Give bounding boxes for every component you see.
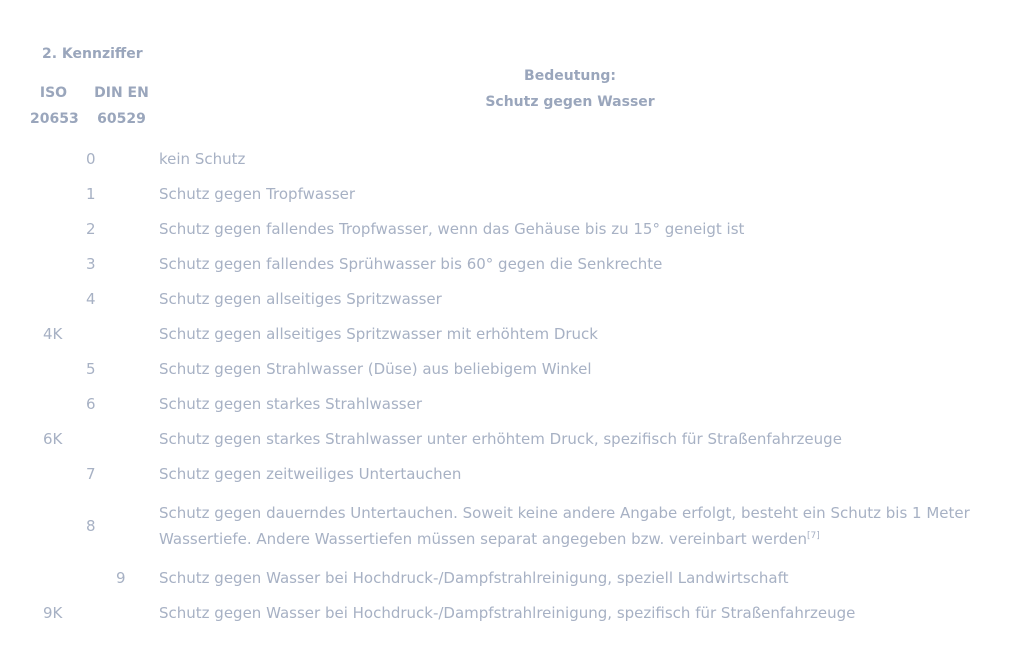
din-code-1: 1 xyxy=(86,185,96,203)
din-code-5: 5 xyxy=(86,360,96,378)
row-description-4: Schutz gegen allseitiges Spritzwasser xyxy=(159,290,442,308)
row-description-2: Schutz gegen fallendes Tropfwasser, wenn das Gehäuse bis zu 15° geneigt ist xyxy=(159,220,745,238)
din-code-2: 2 xyxy=(86,220,96,238)
row-description-6k: Schutz gegen starkes Strahlwasser unter erhöhtem Druck, spezifisch für Straßenfahrzeuge xyxy=(159,430,842,448)
iso-code-4k: 4K xyxy=(43,325,63,343)
row-description-6: Schutz gegen starkes Strahlwasser xyxy=(159,395,423,413)
row-description-3: Schutz gegen fallendes Sprühwasser bis 60° gegen die Senkrechte xyxy=(159,255,663,273)
iso-code-6k: 6K xyxy=(43,430,63,448)
description-header-line2: Schutz gegen Wasser xyxy=(485,94,655,110)
iso-header-line2: 20653 xyxy=(30,111,79,127)
iso-header-line1: ISO xyxy=(39,85,68,101)
description-header-line1: Bedeutung: xyxy=(524,68,616,84)
footnote-link-7[interactable]: [7] xyxy=(807,531,820,541)
row-description-4k: Schutz gegen allseitiges Spritzwasser mit erhöhtem Druck xyxy=(159,325,598,343)
row-description-5: Schutz gegen Strahlwasser (Düse) aus beliebigem Winkel xyxy=(159,360,592,378)
row-description-9: Schutz gegen Wasser bei Hochdruck-/Dampfstrahlreinigung, speziell Landwirtschaft xyxy=(159,569,789,587)
group-title: 2. Kennziffer xyxy=(42,46,143,62)
row-description-8 xyxy=(159,500,979,552)
din-code-9: 9 xyxy=(116,569,126,587)
row-description-7: Schutz gegen zeitweiliges Untertauchen xyxy=(159,465,462,483)
din-code-6: 6 xyxy=(86,395,96,413)
din-code-7: 7 xyxy=(86,465,96,483)
row-description-9k: Schutz gegen Wasser bei Hochdruck-/Dampfstrahlreinigung, spezifisch für Straßenfahrzeuge xyxy=(159,604,856,622)
din-code-4: 4 xyxy=(86,290,96,308)
row-description-1: Schutz gegen Tropfwasser xyxy=(159,185,356,203)
iso-code-9k: 9K xyxy=(43,604,63,622)
row-description-0: kein Schutz xyxy=(159,150,246,168)
row-description-8-text: Schutz gegen dauerndes Untertauchen. Soweit keine andere Angabe erfolgt, besteht ein Schutz bis 1 Meter Wassertiefe. Andere Wassertiefen müssen separat angegeben bzw. vereinbart werden xyxy=(159,504,970,548)
din-code-0: 0 xyxy=(86,150,96,168)
din-header-line2: 60529 xyxy=(97,111,146,127)
din-header-line1: DIN EN xyxy=(94,85,149,101)
din-code-8: 8 xyxy=(86,517,96,535)
din-code-3: 3 xyxy=(86,255,96,273)
